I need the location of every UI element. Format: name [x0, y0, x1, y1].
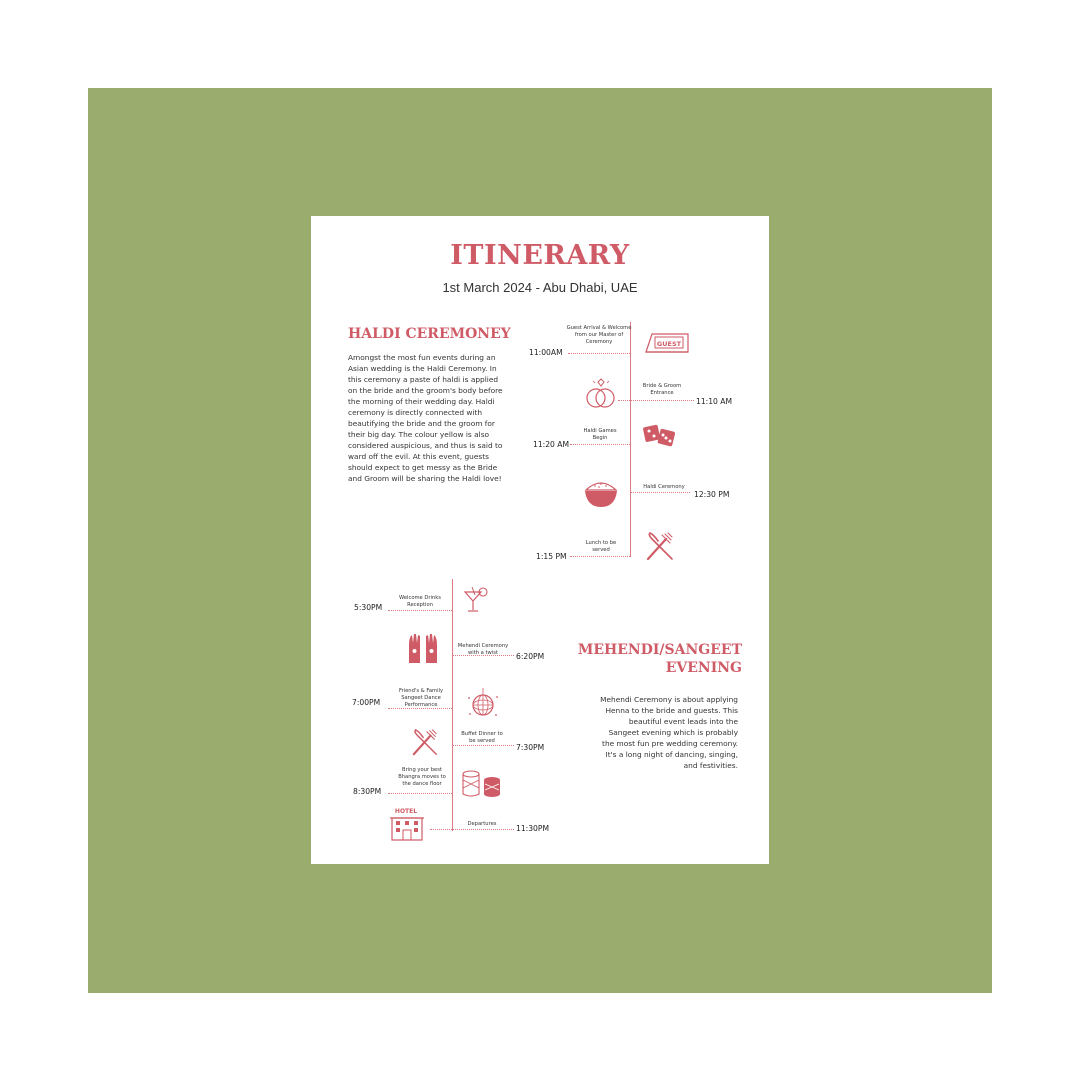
hotel-icon: [388, 806, 426, 842]
dice-icon: [642, 422, 678, 450]
mehendi-item-time: 7:30PM: [516, 743, 545, 752]
fork-knife-icon: [644, 531, 676, 563]
svg-text:GUEST: GUEST: [656, 340, 682, 348]
mehendi-item-label: Friend's & Family Sangeet Dance Performance: [398, 688, 444, 708]
mehendi-heading: [560, 641, 742, 677]
haldi-item-time: 11:10 AM: [696, 397, 733, 406]
cocktail-icon: [462, 586, 490, 614]
haldi-item-label: Haldi Games Begin: [583, 428, 617, 441]
rings-icon: [583, 376, 619, 412]
disco-ball-icon: [466, 688, 500, 722]
mehendi-item-label: Buffet Dinner to be served: [461, 731, 503, 744]
haldi-bowl-icon: [583, 476, 619, 510]
mehendi-description: Mehendi Ceremony is about applying Henna to the bride and guests. This beautiful event leads into the Sangeet evening which is probably the most fun pre wedding ceremony. It's a long night of dancing, singing, and festivities.: [600, 695, 738, 770]
mehendi-item-label: Bring your best Bhangra moves to the dance floor: [398, 767, 446, 787]
haldi-item-time: 11:00AM: [529, 348, 563, 357]
mehendi-item-label: Mehendi Ceremony with a twist: [457, 643, 509, 656]
haldi-item-time: 12:30 PM: [694, 490, 730, 499]
mehendi-heading-line1: MEHENDI/SANGEET: [577, 642, 742, 658]
mehendi-item-label: Welcome Drinks Reception: [399, 595, 441, 608]
svg-text:HOTEL: HOTEL: [394, 808, 418, 815]
haldi-description: Amongst the most fun events during an Asian wedding is the Haldi Ceremony. In this ceremony a paste of haldi is applied on the bride and the groom's body before the morning of their wedding day. Haldi ceremony is directly connected with beautifying the bride and the groom for their big day. The colour yellow is also considered auspicious, and thus is said to ward off the evil. At this event, guests should expect to get messy as the Bride and Groom will be sharing the Haldi love!: [348, 353, 503, 483]
haldi-item-time: 11:20 AM: [533, 440, 570, 449]
haldi-heading: HALDI CEREMONEY: [348, 326, 511, 342]
connector: [430, 829, 514, 830]
henna-hands-icon: [407, 631, 439, 665]
connector: [388, 610, 452, 611]
mehendi-item-time: 6:20PM: [516, 652, 545, 661]
connector: [618, 400, 694, 401]
mehendi-heading-line2: EVENING: [665, 660, 742, 676]
mehendi-item-time: 8:30PM: [353, 787, 382, 796]
fork-knife-icon: [410, 728, 440, 758]
connector: [568, 353, 630, 354]
connector: [630, 492, 690, 493]
haldi-item-label: Lunch to be served: [585, 540, 617, 553]
connector: [388, 793, 452, 794]
mehendi-item-time: 7:00PM: [352, 698, 381, 707]
connector: [452, 745, 514, 746]
haldi-timeline-line: [630, 322, 631, 557]
haldi-item-label: Guest Arrival & Welcome from our Master of Ceremony: [566, 325, 632, 345]
connector: [570, 444, 630, 445]
haldi-item-time: 1:15 PM: [536, 552, 567, 561]
mehendi-item-time: 11:30PM: [516, 824, 550, 833]
haldi-item-label: Haldi Ceremony: [643, 484, 685, 490]
guest-sign-icon: [644, 332, 690, 354]
page-subtitle: 1st March 2024 - Abu Dhabi, UAE: [442, 280, 638, 295]
haldi-item-label: Bride & Groom Entrance: [642, 383, 682, 396]
connector: [570, 556, 630, 557]
connector: [388, 708, 452, 709]
page-title: ITINERARY: [450, 240, 630, 271]
dhol-drum-icon: [460, 770, 504, 800]
mehendi-timeline-line: [452, 579, 453, 831]
mehendi-item-time: 5:30PM: [354, 603, 383, 612]
mehendi-item-label: Departures: [467, 821, 497, 827]
